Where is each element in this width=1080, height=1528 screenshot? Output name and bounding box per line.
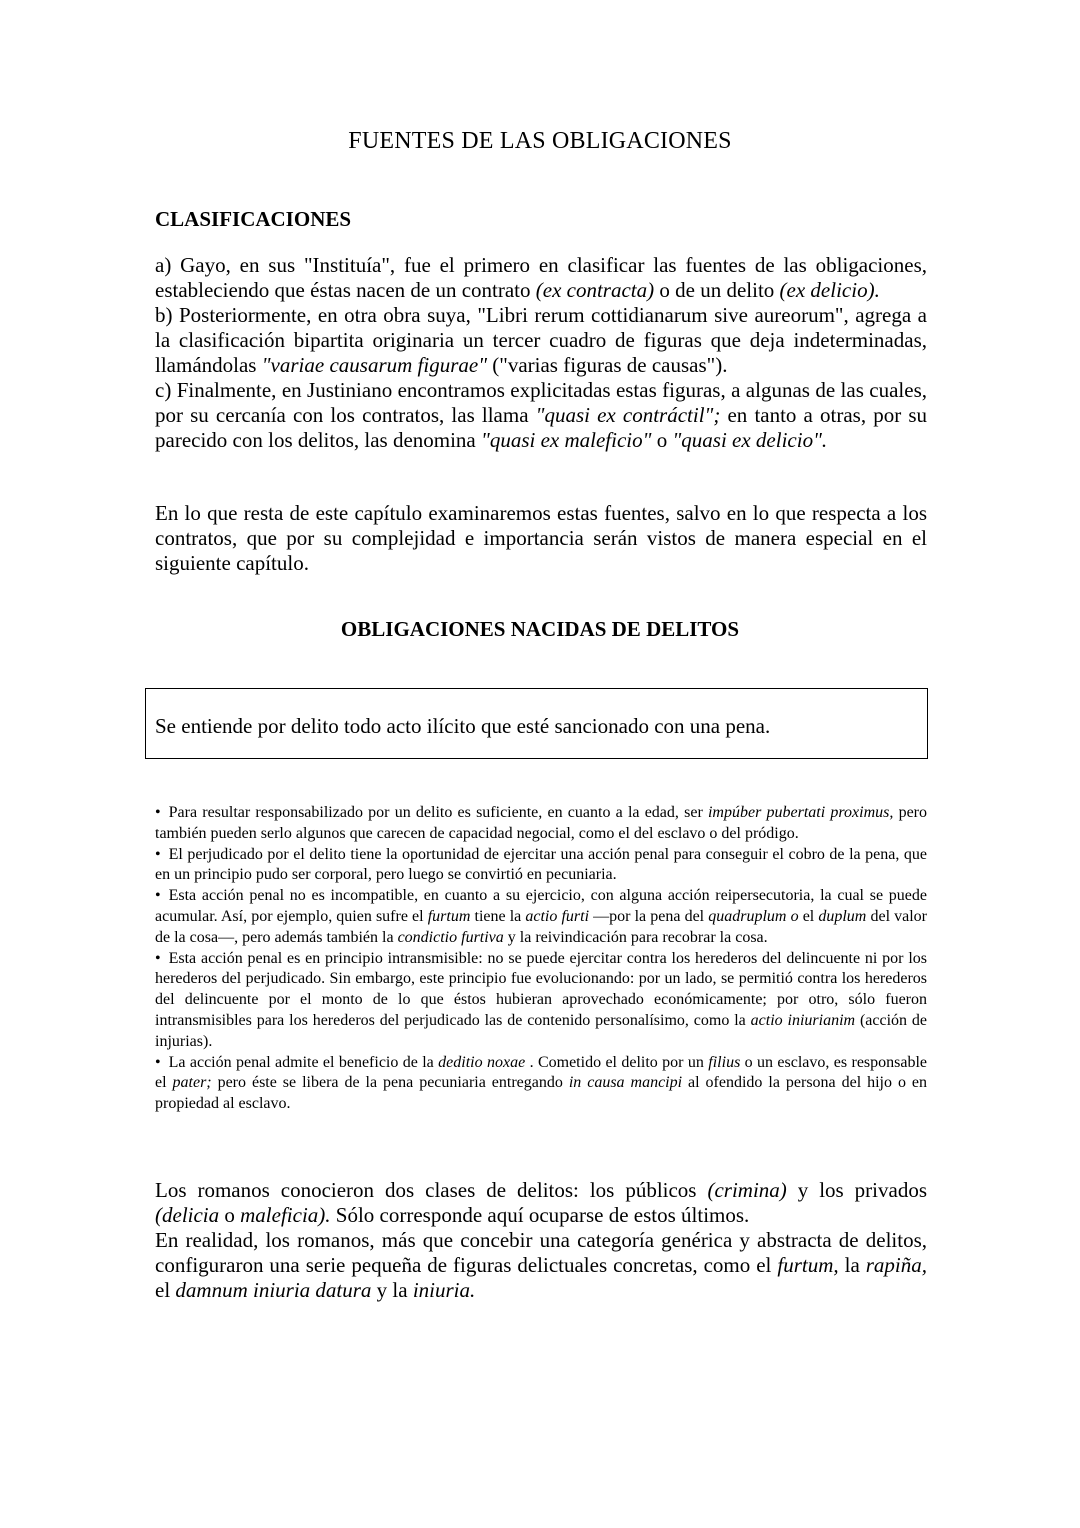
italic-term: in causa mancipi (568, 1074, 683, 1092)
bullet-text: El perjudicado por el delito tiene la oportunidad de ejercitar una acción penal para conseguir el cobro de la pena, que en un principio pudo ser corporal, pero luego se convirtió en pecuniaria. (155, 845, 927, 884)
bullet-icon: • (155, 1053, 161, 1071)
bullet-item (155, 886, 927, 948)
bullet-icon: • (155, 949, 161, 967)
bullet-item (155, 949, 927, 1053)
closing-paragraphs (155, 1178, 927, 1303)
closing-paragraph: Los romanos conocieron dos clases de delitos: los públicos (crimina) y los privados (delicia o maleficia). Sólo corresponde aquí ocuparse de estos últimos. (155, 1178, 928, 1227)
italic-term: quadruplum o (708, 907, 799, 925)
section-heading-clasificaciones: CLASIFICACIONES (155, 207, 352, 231)
italic-term: condictio furtiva (397, 928, 504, 946)
italic-term: duplum (818, 907, 867, 925)
italic-term: impúber pubertati proximus, (707, 804, 894, 821)
intro-paragraph: b) Posteriormente, en otra obra suya, "Libri rerum cottidianarum sive aureorum", agrega a la clasificación bipartita originaria un tercer cuadro de figuras que deja indeterminadas, llamándolas "variae causarum figurae" ("varias figuras de causas"). (155, 303, 927, 377)
bullet-text: La acción penal admite el beneficio de la deditio noxae . Cometido el delito por un filius o un esclavo, es responsable el pater; pero éste se libera de la pena pecuniaria entregando in causa mancipi al ofendido la persona del hijo o en propiedad al esclavo. (155, 1053, 928, 1113)
italic-term: (ex contracta) (535, 278, 655, 302)
bullet-text: Para resultar responsabilizado por un delito es suficiente, en cuanto a la edad, ser impúber pubertati proximus, pero también pueden serlo algunos que carecen de capacidad negocial, como el del esclavo o del pródigo. (155, 804, 927, 842)
intro-paragraphs (155, 253, 927, 453)
italic-term: "variae causarum figurae" (261, 353, 488, 377)
chapter-note-paragraph: En lo que resta de este capítulo examinaremos estas fuentes, salvo en lo que respecta a los contratos, que por su complejidad e importancia serán vistos de manera especial en el siguiente capítulo. (155, 501, 927, 575)
intro-paragraph: c) Finalmente, en Justiniano encontramos explicitadas estas figuras, a algunas de las cuales, por su cercanía con los contratos, las llama "quasi ex contráctil"; en tanto a otras, por su parecido con los delitos, las denomina "quasi ex maleficio" o "quasi ex delicio". (155, 378, 928, 452)
page-title: FUENTES DE LAS OBLIGACIONES (348, 128, 732, 154)
italic-term: maleficia). (240, 1203, 331, 1227)
italic-term: "quasi ex maleficio" (481, 428, 652, 452)
bullet-icon: • (155, 887, 161, 905)
subheading-delitos: OBLIGACIONES NACIDAS DE DELITOS (340, 617, 740, 641)
bullet-text: Esta acción penal no es incompatible, en cuanto a su ejercicio, con alguna acción reipersecutoria, la cual se puede acumular. Así, por ejemplo, quien sufre el furtum tiene la actio furti —por la pena del quadruplum o el duplum del valor de la cosa—, pero además también la condictio furtiva y la reivindicación para recobrar la cosa. (155, 887, 928, 946)
bullet-list (155, 803, 927, 1115)
italic-term: furtum (427, 907, 471, 925)
bullet-item (155, 803, 927, 845)
italic-term: furtum, (777, 1253, 839, 1277)
bullet-item (155, 1053, 927, 1115)
definition-box (145, 688, 928, 759)
italic-term: (crimina) (707, 1178, 787, 1202)
italic-term: actio iniurianim (750, 1011, 856, 1029)
italic-term: pater; (172, 1074, 212, 1092)
closing-paragraph: En realidad, los romanos, más que concebir una categoría genérica y abstracta de delitos, configuraron una serie pequeña de figuras delictuales concretas, como el furtum, la rapiña, el damnum iniuria datura y la iniuria. (155, 1228, 928, 1302)
definition-text: Se entiende por delito todo acto ilícito que esté sancionado con una pena. (155, 714, 771, 738)
intro-paragraph: a) Gayo, en sus "Instituía", fue el primero en clasificar las fuentes de las obligaciones, estableciendo que éstas nacen de un contrato (ex contracta) o de un delito (ex delicio). (155, 253, 927, 302)
bullet-icon: • (155, 845, 161, 863)
italic-term: "quasi ex delicio". (672, 428, 828, 452)
italic-term: rapiña, (865, 1253, 928, 1277)
italic-term: "quasi ex contráctil"; (535, 403, 721, 427)
italic-term: (ex delicio). (779, 278, 880, 302)
italic-term: damnum iniuria datura (175, 1278, 372, 1302)
italic-term: filius (708, 1053, 741, 1071)
bullet-item (155, 845, 927, 887)
italic-term: deditio noxae (438, 1053, 526, 1071)
bullet-text: Esta acción penal es en principio intransmisible: no se puede ejercitar contra los herederos del delincuente ni por los herederos del perjudicado. Sin embargo, este principio fue evolucionando: por un lado, se permitió contra los herederos del delincuente por el monto de lo que éstos hubieran aprovechado económicamente; por otro, sólo fueron intransmisibles para los herederos del perjudicado las de contenido personalísimo, como la actio iniurianim (acción de injurias). (155, 949, 928, 1050)
italic-term: (delicia (155, 1203, 220, 1227)
bullet-icon: • (155, 804, 161, 821)
italic-term: actio furti (525, 907, 590, 925)
italic-term: iniuria. (412, 1278, 476, 1302)
